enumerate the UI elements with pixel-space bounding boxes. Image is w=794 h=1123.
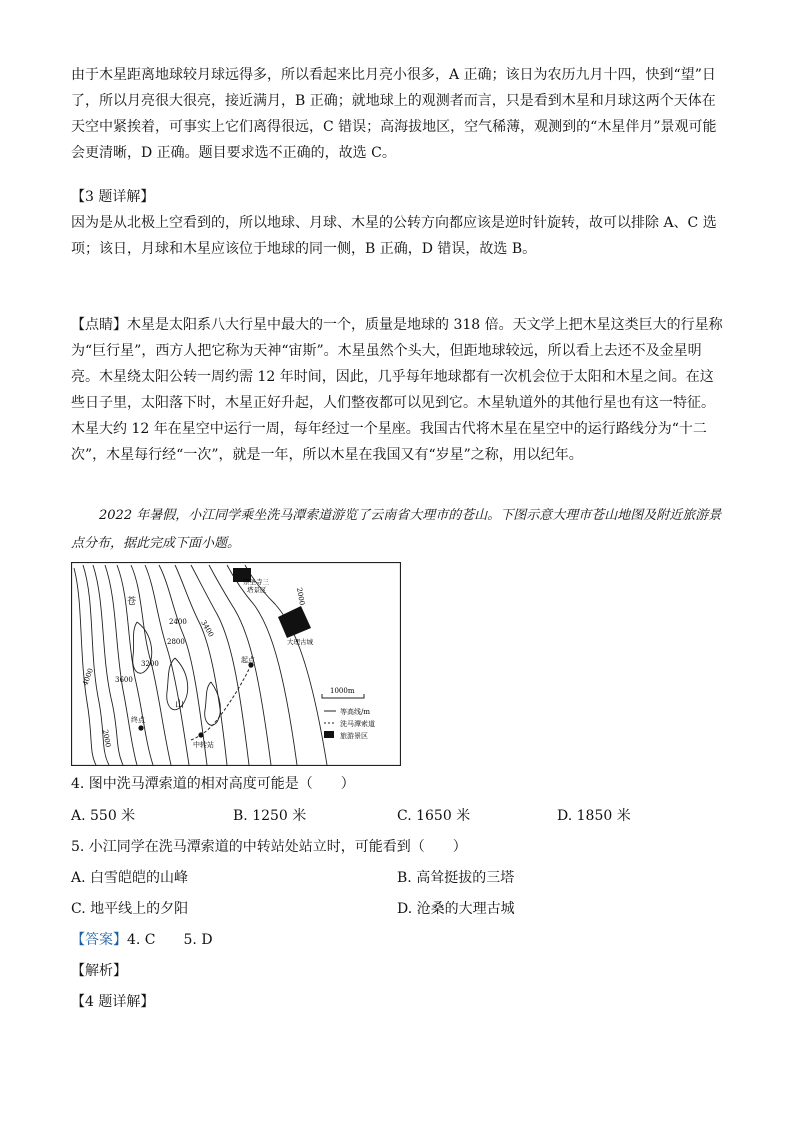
dianjing-section	[71, 312, 723, 468]
q4-stem: 4. 图中洗马潭索道的相对高度可能是（ ）	[71, 776, 355, 792]
q3-detail-text: 因为是从北极上空看到的，所以地球、月球、木星的公转方向都应该是逆时针旋转，故可以排除 A、C 选项；该日，月球和木星应该位于地球的同一侧，B 正确，D 错误，故选 B。	[71, 215, 717, 257]
q45-intro-text: 2022 年暑假，小江同学乘坐洗马潭索道游览了云南省大理市的苍山。下图示意大理市苍山地图及附近旅游景点分布，据此完成下面小题。	[71, 508, 722, 551]
dianjing-label: 【点睛】	[71, 317, 127, 333]
q5-stem: 5. 小江同学在洗马潭索道的中转站处站立时，可能看到（ ）	[71, 839, 467, 855]
mid-label: 中转站	[193, 741, 214, 749]
q4-option-c: C. 1650 米	[397, 808, 471, 824]
contour-label-3200: 3200	[141, 660, 159, 668]
dianjing-text: 木星是太阳系八大行星中最大的一个，质量是地球的 318 倍。天文学上把木星这类巨大的行星称为“巨行星”，西方人把它称为天神“宙斯”。木星虽然个头大，但距地球较远，所以看上去还不及金星明亮。木星绕太阳公转一周约需 12 年时间，因此，几乎每年地球都有一次机会位于太阳和木星之间。在这些日子里，太阳落下时，木星正好升起，人们整夜都可以见到它。木星轨道外的其他行星也有这一特征。木星大约 12 年在星空中运行一周，每年经过一个星座。我国古代将木星在星空中的运行路线分为“十二次”，木星每行经“一次”，就是一年，所以木星在我国又有“岁星”之称，用以纪年。	[71, 317, 723, 463]
q4-option-a: A. 550 米	[71, 808, 136, 824]
contour-label-2000-east: 2000	[295, 586, 307, 606]
answer-line	[71, 930, 213, 950]
start-label: 起点	[241, 656, 255, 664]
mid-point	[198, 732, 203, 737]
q4-option-d: D. 1850 米	[557, 808, 631, 824]
end-point	[138, 725, 143, 730]
temple-label-2: 塔景区	[247, 586, 267, 594]
q3-detail	[71, 184, 723, 262]
contour-label-2800: 2800	[167, 638, 185, 646]
shan-label: 山	[175, 700, 185, 710]
q45-intro	[71, 502, 723, 558]
contour-label-2400: 2400	[169, 618, 187, 626]
legend-contour-label: 等高线/m	[340, 708, 370, 716]
q5-option-b: B. 高耸挺拔的三塔	[397, 870, 515, 886]
contour-label-3600: 3600	[115, 676, 133, 684]
map-legend	[320, 684, 410, 744]
analysis-label: 【解析】	[71, 963, 127, 979]
legend-scenic-swatch	[324, 731, 334, 738]
answer-label: 【答案】	[71, 932, 127, 948]
legend-scenic-label: 旅游景区	[340, 732, 368, 740]
oldtown-label: 大理古城	[287, 638, 313, 646]
q4-option-b: B. 1250 米	[233, 808, 307, 824]
q3-explanation-text: 由于木星距离地球较月球远得多，所以看起来比月亮小很多，A 正确；该日为农历九月十四，快到“望”日了，所以月亮很大很亮，接近满月，B 正确；就地球上的观测者而言，只是看到木星和月球这两个天体在天空中紧挨着，可事实上它们离得很远，C 错误；高海拔地区，空气稀薄，观测到的“木星伴月”景观可能会更清晰，D 正确。题目要求选不正确的，故选 C。	[71, 67, 717, 161]
contour-label-4000: 4000	[81, 667, 95, 687]
temple-label-1: 崇圣寺三	[243, 578, 269, 586]
cang-label: 苍	[127, 597, 137, 607]
dianjing-paragraph	[71, 312, 723, 468]
scale-label: 1000m	[330, 687, 355, 695]
q5-option-d: D. 沧桑的大理古城	[397, 901, 515, 917]
answer-text: 4. C 5. D	[127, 932, 213, 948]
contour-label-2000-west: 2000	[101, 728, 113, 748]
legend-cableway-label: 洗马潭索道	[340, 720, 375, 728]
q5-option-a: A. 白雪皑皑的山峰	[71, 870, 189, 886]
q3-detail-heading: 【3 题详解】	[71, 189, 155, 205]
q4-detail-heading: 【4 题详解】	[71, 994, 155, 1010]
contour-label-3400: 3400	[199, 619, 216, 639]
end-label: 终点	[131, 716, 145, 724]
q3-explanation-prev	[71, 62, 723, 166]
q5-option-c: C. 地平线上的夕阳	[71, 901, 189, 917]
